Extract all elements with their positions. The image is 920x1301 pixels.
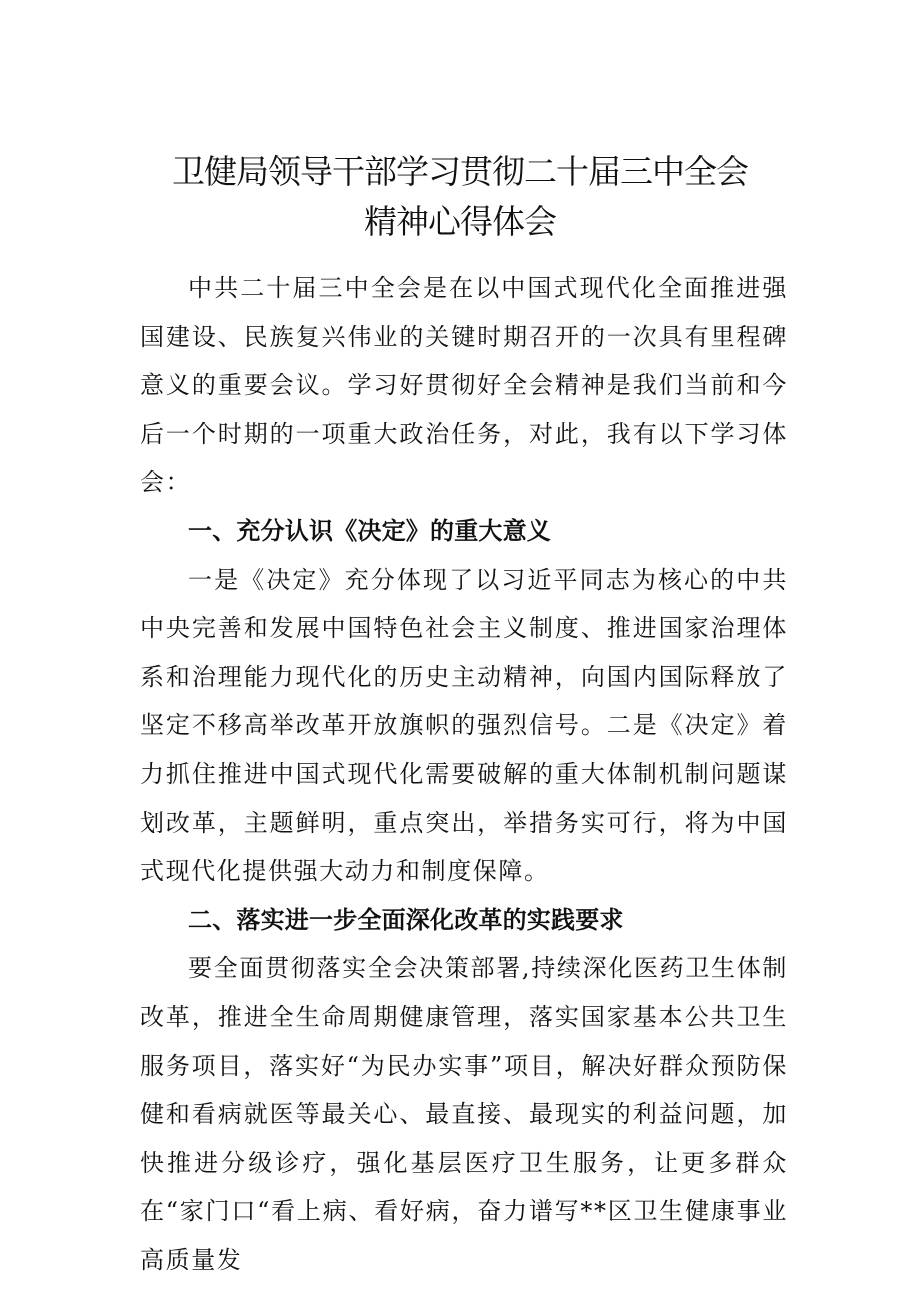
section-2-paragraph: 要全面贯彻落实全会决策部署,持续深化医药卫生体制改革，推进全生命周期健康管理，落实国家基本公共卫生服务项目，落实好“为民办实事”项目，解决好群众预防保健和看病就医等最关心、最直接、最现实的利益问题，加快推进分级诊疗，强化基层医疗卫生服务，让更多群众在“家门口“看上病、看好病，奋力谱写**区卫生健康事业高质量发 [140,954,788,1274]
section-2-heading: 二、落实进一步全面深化改革的实践要求 [188,905,624,934]
section-1-paragraph: 一是《决定》充分体现了以习近平同志为核心的中共中央完善和发展中国特色社会主义制度、推进国家治理体系和治理能力现代化的历史主动精神，向国内国际释放了坚定不移高举改革开放旗帜的强烈信号。二是《决定》着力抓住推进中国式现代化需要破解的重大体制机制问题谋划改革，主题鲜明，重点突出，举措务实可行，将为中国式现代化提供强大动力和制度保障。 [140,565,788,886]
intro-paragraph: 中共二十届三中全会是在以中国式现代化全面推进强国建设、民族复兴伟业的关键时期召开的一次具有里程碑意义的重要会议。学习好贯彻好全会精神是我们当前和今后一个时期的一项重大政治任务，对此，我有以下学习体会： [140,274,788,497]
section-1-heading: 一、充分认识《决定》的重大意义 [188,516,551,545]
document-body [140,264,788,1284]
document-title-line-1: 卫健局领导干部学习贯彻二十届三中全会 [172,152,748,191]
document-title-line-2: 精神心得体会 [364,202,556,241]
